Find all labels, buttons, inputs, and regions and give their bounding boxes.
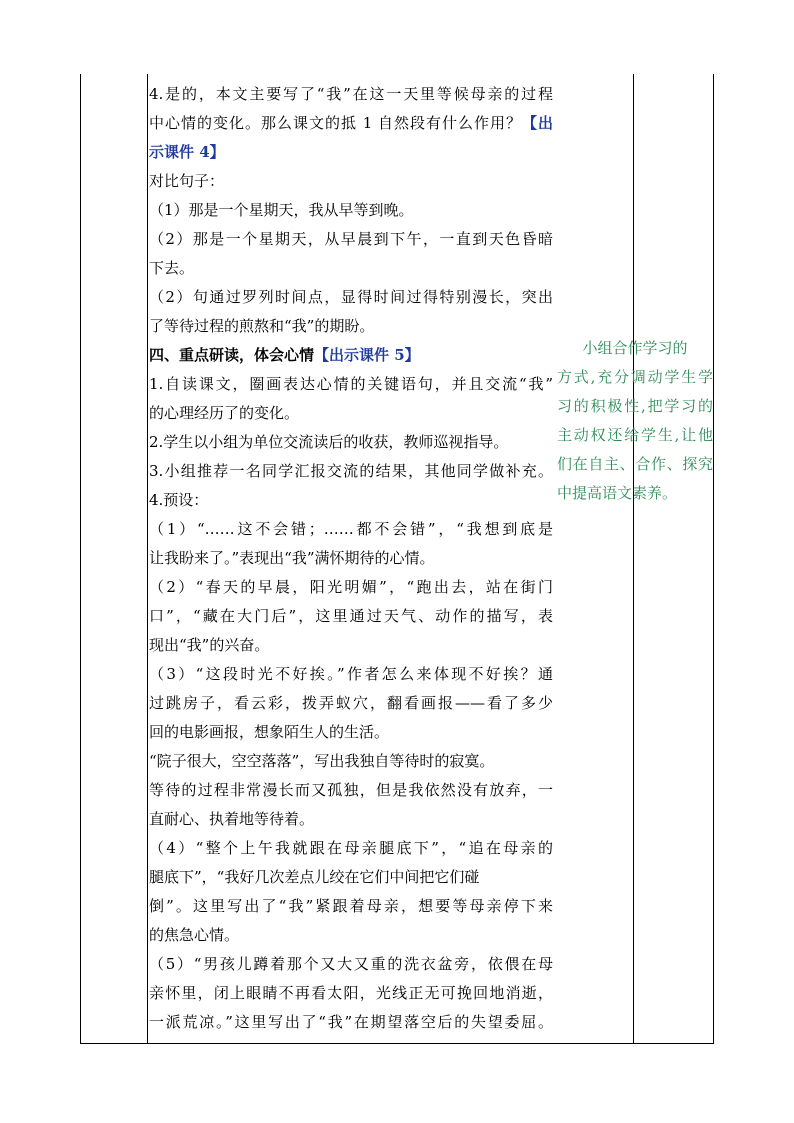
text-line: 让我盼来了。”表现出“我”满怀期待的心情。 — [149, 549, 435, 567]
text-line: 了等待过程的煎熬和“我”的期盼。 — [149, 317, 375, 335]
table-column-divider — [633, 74, 634, 1044]
text-line: 回的电影画报，想象陌生人的生活。 — [149, 723, 390, 741]
side-note-line: 小组合作学习的 — [582, 339, 688, 357]
table-column-divider — [147, 74, 148, 1044]
table-border-bottom — [80, 1043, 714, 1044]
text-line: 腿底下”，“我好几次差点儿绞在它们中间把它们碰 — [149, 868, 480, 886]
side-note-line: 中提高语文素养。 — [557, 484, 678, 502]
text-line: 3.小组推荐一名同学汇报交流的结果，其他同学做补充。 — [149, 462, 553, 480]
text-line: 对比句子： — [149, 172, 225, 190]
courseware-marker: 示课件 4】 — [149, 143, 225, 161]
courseware-marker: 【出 — [521, 114, 553, 132]
text-line: 一派荒凉。”这里写出了“我”在期望落空后的失望委屈。 — [149, 1013, 553, 1031]
section-heading: 四、重点研读，体会心情【出示课件 5】 — [149, 346, 420, 364]
text-line: 口”，“藏在大门后”，这里通过天气、动作的描写，表 — [149, 607, 553, 625]
table-border-left — [80, 74, 81, 1044]
text-line: （3）“这段时光不好挨。”作者怎么来体现不好挨？通 — [149, 665, 553, 683]
text-line: 1.自读课文，圈画表达心情的关键语句，并且交流“我” — [149, 375, 553, 393]
text-line: 4.是的，本文主要写了“我”在这一天里等候母亲的过程 — [149, 85, 553, 103]
text-line: “院子很大，空空落落”，写出我独自等待时的寂寞。 — [149, 752, 495, 770]
text-line: （5）“男孩儿蹲着那个又大又重的洗衣盆旁，依偎在母 — [149, 955, 553, 973]
text-line: 亲怀里，闭上眼睛不再看太阳，光线正无可挽回地消逝， — [149, 984, 553, 1002]
text-line: 2.学生以小组为单位交流读后的收获，教师巡视指导。 — [149, 433, 509, 451]
text-line: 现出“我”的兴奋。 — [149, 636, 270, 654]
text-line: 下去。 — [149, 259, 195, 277]
courseware-marker: 【出示课件 5】 — [314, 346, 420, 364]
text-line: 的心理经历了的变化。 — [149, 404, 300, 422]
table-border-right — [713, 74, 714, 1044]
side-note-line: 方式,充分调动学生学 — [557, 368, 713, 386]
side-note-line: 们在自主、合作、探究 — [557, 455, 713, 473]
text-line: 的焦急心情。 — [149, 926, 240, 944]
text-line: （4）“整个上午我就跟在母亲腿底下”，“追在母亲的 — [149, 839, 553, 857]
text-line: （2）句通过罗列时间点，显得时间过得特别漫长，突出 — [149, 288, 553, 306]
text-line: （2）“春天的早晨，阳光明媚”，“跑出去，站在街门 — [149, 578, 553, 596]
text-line: 等待的过程非常漫长而又孤独，但是我依然没有放弃，一 — [149, 781, 553, 799]
text-line: （2）那是一个星期天，从早晨到下午，一直到天色昏暗 — [149, 230, 553, 248]
text-line: 中心情的变化。那么课文的抵 1 自然段有什么作用？【出 — [149, 114, 553, 132]
side-note-line: 主动权还给学生,让他 — [557, 426, 713, 444]
text-line: 过跳房子，看云彩，拨弄蚁穴，翻看画报——看了多少 — [149, 694, 553, 712]
text-line: 倒”。这里写出了“我”紧跟着母亲，想要等母亲停下来 — [149, 897, 553, 915]
text-line: 4.预设： — [149, 491, 209, 509]
text-line: 直耐心、执着地等待着。 — [149, 810, 315, 828]
text-line: （1）“……这不会错；……都不会错”，“我想到底是 — [149, 520, 553, 538]
text-line: （1）那是一个星期天，我从早等到晚。 — [149, 201, 414, 219]
side-note-line: 习的积极性,把学习的 — [557, 397, 713, 415]
